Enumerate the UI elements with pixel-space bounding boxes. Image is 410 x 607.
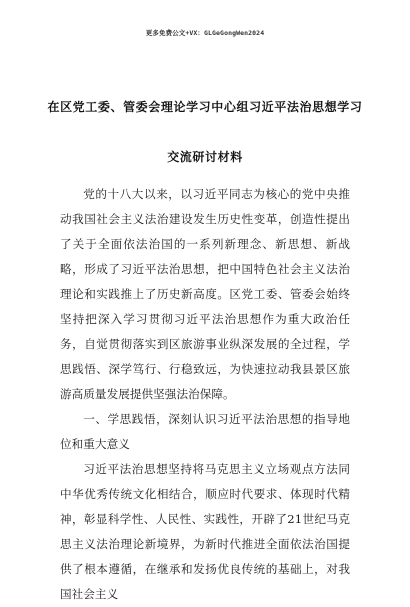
section-heading-1: 一、学思践悟，深刻认识习近平法治思想的指导地位和重大意义 [60, 412, 350, 451]
document-title-line-1: 在区党工委、管委会理论学习中心组习近平法治思想学习 [47, 100, 363, 114]
paragraph-intro: 党的十八大以来，以习近平同志为核心的党中央推动我国社会主义法治建设发生历史性变革，创造性提出了关于全面依法治国的一系列新理念、新思想、新战略，形成了习近平法治思想，把中国特色社会主义法治理论和实践推上了历史新高度。区党工委、管委会始终坚持把深入学习贯彻习近平法治思想作为重大政治任务，自觉贯彻落实到区旅游事业纵深发展的全过程，学思践悟、深学笃行、行稳致远，为快速拉动我县景区旅游高质量发展提供坚强法治保障。 [60, 187, 350, 401]
paragraph-section-1: 习近平法治思想坚持将马克思主义立场观点方法同中华优秀传统文化相结合，顺应时代要求、体现时代精神，彰显科学性、人民性、实践性，开辟了21世纪马克思主义法治理论新境界，为新时代推进全面依法治国提供了根本遵循，在继承和发扬优良传统的基础上，对我国社会主义 [60, 462, 350, 601]
header-watermark: 更多免费公文+VX：GLGeGongWen2024 [145, 29, 265, 37]
document-body [60, 182, 350, 607]
document-title-line-2: 交流研讨材料 [167, 150, 243, 164]
